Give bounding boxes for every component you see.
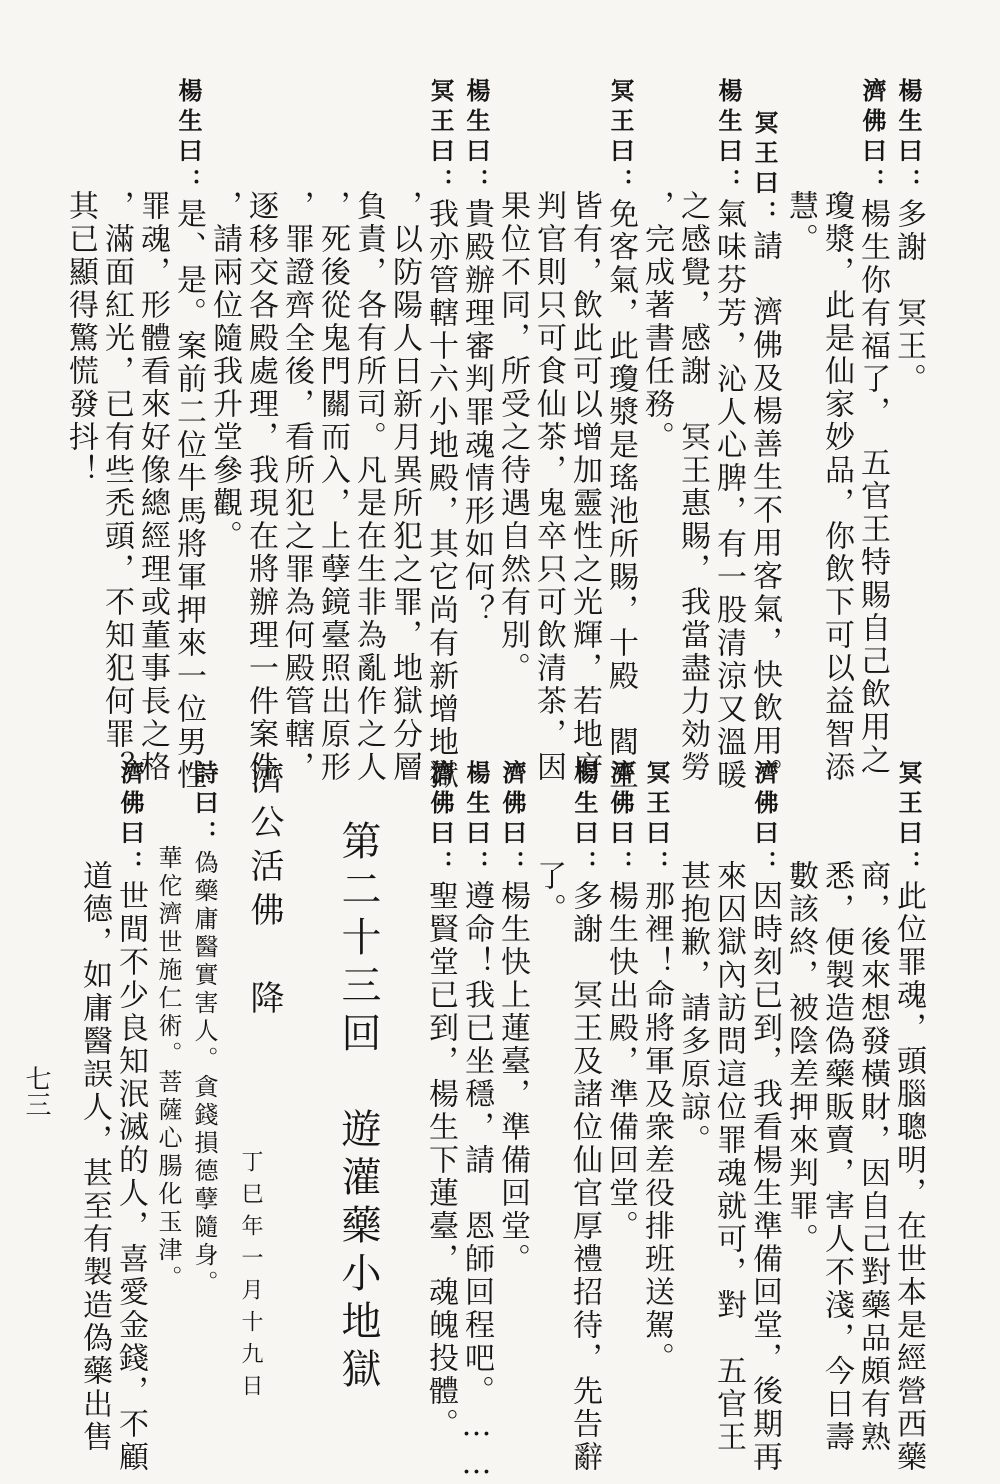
text-column (350, 190, 386, 784)
line-text: ，罪證齊全後，看所犯之罪為何殿管轄， (279, 190, 314, 784)
speaker-label: 冥王曰： (750, 110, 779, 230)
line-text: 楊生快上蓮臺，準備回堂。 (495, 880, 530, 1276)
line-text: ，死後從鬼門關而入，上孽鏡臺照出原形 (315, 190, 350, 784)
line-text: 逐移交各殿處理，我現在將辦理一件案件 (243, 190, 278, 784)
speaker-label: 楊生曰： (462, 760, 491, 880)
line-text: 聖賢堂已到，楊生下蓮臺，魂魄投體。 (423, 880, 458, 1441)
line-text: 了。 (531, 860, 566, 926)
speaker-label: 濟佛曰： (750, 760, 779, 880)
text-column (134, 190, 170, 784)
text-column (746, 760, 782, 1474)
line-text: 免客氣，此瓊漿是瑤池所賜，十殿 閻王 (603, 198, 638, 792)
line-text: 負責，各有所司。凡是在生非為亂作之人 (351, 190, 386, 784)
speaker-label: 濟佛曰： (606, 760, 635, 880)
text-column (278, 190, 314, 784)
line-text: 因時刻已到，我看楊生準備回堂，後期再 (747, 880, 782, 1474)
line-text: 請 濟佛及楊善生不用客氣，快飲用。 (747, 230, 782, 791)
text-column (76, 860, 112, 1454)
byline: 濟公活佛 降 (244, 760, 284, 1024)
text-column (602, 78, 638, 792)
poem-line (150, 845, 186, 1293)
speaker-label: 冥王曰： (642, 760, 671, 880)
line-text: 之感覺，感謝 冥王惠賜，我當盡力効勞 (675, 190, 710, 784)
line-text: 判官則只可食仙茶，鬼卒只可飲清茶，因 (531, 190, 566, 784)
date: 丁巳年一月十九日 (238, 1150, 263, 1406)
line-text: 數該終，被陰差押來判罪。 (783, 860, 818, 1256)
text-column (566, 760, 602, 1474)
text-column (62, 190, 98, 487)
text-column (170, 78, 206, 792)
line-text: 多謝 冥王。 (891, 198, 926, 396)
text-column (854, 78, 890, 777)
line-text: 貴殿辦理審判罪魂情形如何？ (459, 198, 494, 627)
speaker-label: 楊生曰： (570, 760, 599, 880)
line-text: 瓊漿，此是仙家妙品，你飲下可以益智添 (819, 190, 854, 784)
line-text: 偽藥庸醫實害人。貪錢損德孽隨身。 (190, 850, 218, 1298)
text-column (458, 78, 494, 627)
speaker-label: 冥王曰： (606, 78, 635, 198)
speaker-label: 濟佛曰： (116, 760, 145, 880)
text-column (386, 190, 422, 784)
speaker-label: 濟佛曰： (426, 760, 455, 880)
text-column (422, 78, 458, 792)
text-column (566, 190, 602, 784)
text-column (458, 760, 494, 1484)
line-text: 楊生快出殿，準備回堂。 (603, 880, 638, 1243)
text-column (530, 860, 566, 926)
text-column (818, 860, 854, 1454)
line-text: ，滿面紅光，已有些禿頭，不知犯何罪？ (99, 190, 134, 784)
line-text: 楊生你有福了， 五官王特賜自己飲用之 (855, 198, 890, 777)
line-text: 罪魂，形體看來好像總經理或董事長之格 (135, 190, 170, 784)
text-column (710, 860, 746, 1454)
speaker-label: 楊生曰： (462, 78, 491, 198)
line-text: 甚抱歉，請多原諒。 (675, 860, 710, 1157)
text-column (782, 190, 818, 256)
line-text: 果位不同，所受之待遇自然有別。 (495, 190, 530, 685)
text-column (494, 190, 530, 685)
line-text: ，完成著書任務。 (639, 190, 674, 454)
text-column (530, 190, 566, 784)
line-text: 世間不少良知泯滅的人，喜愛金錢，不顧 (113, 880, 148, 1474)
speaker-label: 冥王曰： (426, 78, 455, 198)
line-text: 是、是。案前二位牛馬將軍押來一位男性 (171, 198, 206, 792)
text-column (112, 760, 148, 1474)
text-column (890, 78, 926, 396)
poem-line (186, 760, 222, 1298)
text-column (422, 760, 458, 1441)
line-text: 我亦管轄十六小地殿，其它尚有新增地獄 (423, 198, 458, 792)
text-column (602, 760, 638, 1243)
text-column (314, 190, 350, 784)
text-column (818, 190, 854, 784)
text-column (746, 110, 782, 791)
speaker-label: 濟佛曰： (498, 760, 527, 880)
speaker-label: 楊生曰： (714, 78, 743, 198)
text-column (98, 190, 134, 784)
line-text: 其已顯得驚慌發抖！ (63, 190, 98, 487)
text-column (782, 860, 818, 1256)
chapter-title: 第二十三回 遊灌藥小地獄 (335, 820, 381, 1396)
line-text: ，請兩位隨我升堂參觀。 (207, 190, 242, 553)
line-text: 悉，便製造偽藥販賣，害人不淺，今日壽 (819, 860, 854, 1454)
line-text: 氣味芬芳，沁人心脾，有一股清涼又溫暖 (711, 198, 746, 792)
line-text: 道德，如庸醫誤人，甚至有製造偽藥出售 (77, 860, 112, 1454)
line-text: 多謝 冥王及諸位仙官厚禮招待，先告辭 (567, 880, 602, 1474)
text-column (674, 860, 710, 1157)
speaker-label: 冥王曰： (894, 760, 923, 880)
text-column (674, 190, 710, 784)
line-text: ，以防陽人日新月異所犯之罪，地獄分層 (387, 190, 422, 784)
text-column (494, 760, 530, 1276)
line-text: 遵命！我已坐穩，請 恩師回程吧。…… (459, 880, 494, 1484)
line-text: 皆有，飲此可以增加靈性之光輝，若地府 (567, 190, 602, 784)
text-column (638, 760, 674, 1375)
text-column (854, 860, 890, 1454)
poem-label: 詩曰： (190, 760, 219, 850)
line-text: 華佗濟世施仁術。菩薩心腸化玉津。 (154, 845, 182, 1293)
text-column (710, 78, 746, 792)
page-number: 七三 (21, 1065, 51, 1117)
line-text: 商，後來想發橫財，因自己對藥品頗有熟 (855, 860, 890, 1454)
speaker-label: 楊生曰： (174, 78, 203, 198)
text-column (890, 760, 926, 1474)
text-column (638, 190, 674, 454)
line-text: 此位罪魂，頭腦聰明，在世本是經營西藥 (891, 880, 926, 1474)
speaker-label: 楊生曰： (894, 78, 923, 198)
text-column (206, 190, 242, 553)
text-column (242, 190, 278, 784)
line-text: 來囚獄內訪問這位罪魂就可，對 五官王 (711, 860, 746, 1454)
line-text: 那裡！命將軍及衆差役排班送駕。 (639, 880, 674, 1375)
line-text: 慧。 (783, 190, 818, 256)
speaker-label: 濟佛曰： (858, 78, 887, 198)
